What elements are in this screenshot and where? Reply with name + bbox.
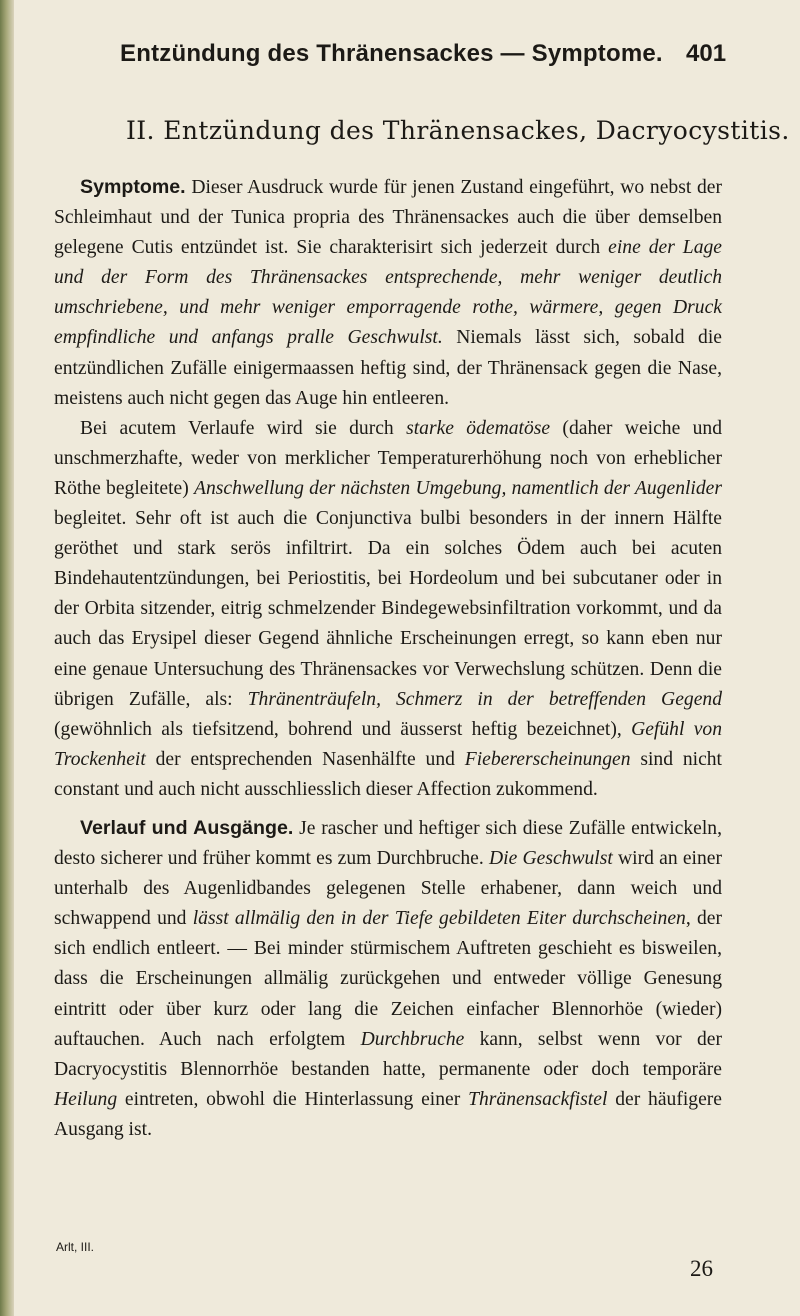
italic-text-run: Heilung (54, 1088, 118, 1110)
italic-text-run: Anschwellung der nächsten Umgebung, namentlich der Augenlider (194, 477, 722, 499)
italic-text-run: lässt allmälig den in der Tiefe gebildeten Eiter durchscheinen (192, 908, 686, 930)
paragraph-gap (54, 805, 722, 813)
text-run: (gewöhnlich als tiefsitzend, bohrend und äusserst heftig bezeichnet), (54, 718, 632, 740)
italic-text-run: Thränenträufeln, Schmerz in der betreffenden Gegend (247, 688, 722, 710)
paragraph-symptome (54, 172, 722, 414)
text-run: , der sich endlich entleert. — Bei minder stürmischem Auftreten geschieht es bisweilen, dass die Erscheinungen allmälig zurückgehen und entweder völlige Genesung eintritt oder über kurz oder lang die Zeichen einfacher Blennorhöe (wieder) auftauchen. Auch nach erfolgtem (54, 908, 722, 1050)
text-run: Niemals lässt sich, sobald die entzündlichen Zufälle einigermaassen heftig sind, der Thränensack gegen die Nase, meistens auch nicht gegen das Auge hin entleeren. (54, 327, 722, 409)
italic-text-run: Fiebererscheinungen (464, 748, 631, 770)
sheet-number: 26 (690, 1256, 713, 1281)
text-run: der entsprechenden Nasenhälfte und (145, 748, 465, 770)
text-run: der häufigere Ausgang ist. (54, 1088, 722, 1140)
text-run: (daher weiche und unschmerzhafte, weder von merklicher Temperaturerhöhung noch von erheblicher Röthe begleitete) (54, 417, 722, 499)
page-number: 401 (686, 40, 727, 67)
italic-text-run: Durchbruche (360, 1028, 465, 1050)
printer-signature: Arlt, III. (56, 1240, 95, 1254)
italic-text-run: Die Geschwulst (488, 848, 613, 870)
paragraph-acute-course (54, 414, 722, 805)
text-run: begleitet. Sehr oft ist auch die Conjunctiva bulbi besonders in der innern Hälfte geröthet und stark serös infiltrirt. Da ein solches Ödem auch bei acuten Bindehautentzündungen, bei Periostitis, bei Hordeolum und bei subcutaner oder in der Orbita sitzender, eitrig schmelzender Bindegewebsinfiltration vorkommt, und da auch das Erysipel dieser Gegend ähnliche Erscheinungen erregt, so kann eben nur eine genaue Untersuchung des Thränensackes vor Verwechslung schützen. Denn die übrigen Zufälle, als: (54, 508, 722, 710)
italic-text-run: starke ödematöse (406, 417, 551, 439)
running-header-title: Entzündung des Thränensackes — Symptome. (120, 40, 663, 67)
paragraph-verlauf (54, 813, 722, 1145)
text-run: wird an einer unterhalb des Augenlidbandes gelegenen Stelle erhabener, dann weich und schwappend und (54, 848, 722, 930)
italic-text-run: Gefühl von Trockenheit (54, 718, 722, 770)
italic-text-run: eine der Lage und der Form des Thränensackes entsprechende, mehr weniger deutlich umschriebene, und mehr weniger emporragende rothe, wärmere, gegen Druck empfindliche und anfangs pralle Geschwulst. (54, 237, 722, 349)
text-run: Je rascher und heftiger sich diese Zufälle entwickeln, desto sicherer und früher kommt es zum Durchbruche. (54, 817, 722, 870)
section-title: II. Entzündung des Thränensackes, Dacryocystitis. (126, 116, 790, 145)
italic-text-run: Thränensackfistel (468, 1088, 608, 1110)
paragraph-label: Verlauf und Ausgänge. (80, 816, 294, 839)
text-run: eintreten, obwohl die Hinterlassung einer (117, 1088, 469, 1110)
text-run: sind nicht constant und auch nicht ausschliesslich dieser Affection zukommend. (54, 748, 723, 800)
paragraph-label: Symptome. (80, 176, 186, 198)
text-run: Dieser Ausdruck wurde für jenen Zustand eingeführt, wo nebst der Schleimhaut und der Tunica propria des Thränensackes auch die über demselben gelegene Cutis entzündet ist. Sie charakterisirt sich jederzeit durch (54, 177, 722, 259)
text-run: Bei acutem Verlaufe wird sie durch (80, 417, 407, 439)
body-text (54, 172, 722, 1145)
text-run: kann, selbst wenn vor der Dacryocystitis Blennorrhöe bestanden hatte, permanente oder doch temporäre (54, 1028, 723, 1080)
